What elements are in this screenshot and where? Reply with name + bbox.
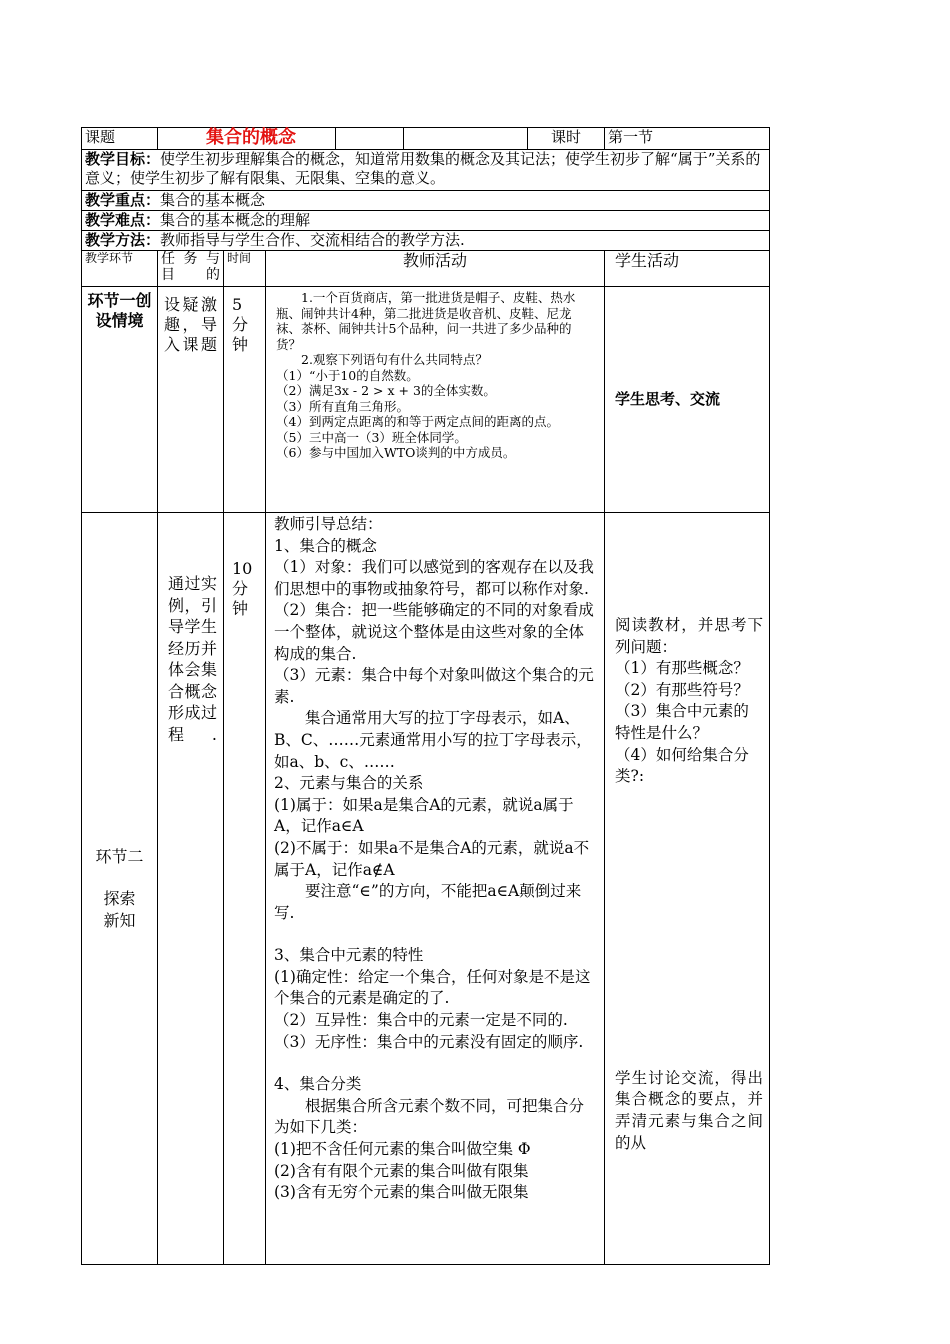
stage-2-time: 10分钟 <box>224 513 266 1265</box>
question-1: 1.一个百货商店，第一批进货是帽子、皮鞋、热水瓶、闹钟共计4种，第二批进货是收音机、皮鞋、尼龙袜、茶杯、闹钟共计5个品种，问一共进了多少品种的货？ <box>276 290 576 352</box>
goal-label: 教学目标： <box>85 150 161 168</box>
col-stage: 教学环节 <box>82 251 158 287</box>
definition-object: （1）对象：我们可以感觉到的客观存在以及我们思想中的事物或抽象符号，都可以称作对象. <box>274 558 594 598</box>
item-3: （3）所有直角三角形。 <box>276 398 409 414</box>
not-belongs-to: (2)不属于：如果a不是集合A的元素，就说a不属于A，记作a∉A <box>274 838 590 879</box>
column-header-row <box>82 251 770 287</box>
key-point-text: 集合的基本概念 <box>160 191 266 209</box>
method-row <box>82 231 770 251</box>
section-4-heading: 4、集合分类 <box>274 1075 362 1094</box>
item-1: （1）“小于10的自然数。 <box>276 367 419 383</box>
student-question-3: （3）集合中元素的特性是什么？ <box>615 702 749 742</box>
difficulty-row <box>82 211 770 231</box>
stage-2-title: 探索新知 <box>103 888 136 930</box>
lesson-plan-sheet <box>81 127 769 1265</box>
finite-set: (2)含有有限个元素的集合叫做有限集 <box>274 1161 529 1180</box>
stage-2-teacher-activity <box>266 513 605 1265</box>
key-point-row <box>82 191 770 211</box>
lesson-plan-table <box>81 127 770 1265</box>
empty-set: (1)把不含任何元素的集合叫做空集 Φ <box>274 1140 531 1159</box>
belongs-to: (1)属于：如果a是集合A的元素，就说a属于A，记作a∈A <box>274 795 574 836</box>
goal-row <box>82 150 770 191</box>
stage-2-student-activity <box>605 513 770 1265</box>
question-2: 2.观察下列语句有什么共同特点？ <box>301 352 488 367</box>
stage-1-row <box>82 287 770 513</box>
key-point-label: 教学重点： <box>85 191 161 209</box>
stage-1-name: 环节一创设情境 <box>82 287 158 513</box>
infinite-set: (3)含有无穷个元素的集合叫做无限集 <box>274 1183 529 1202</box>
student-question-1: （1）有那些概念？ <box>615 659 749 678</box>
header-row <box>82 128 770 150</box>
period-value: 第一节 <box>605 128 770 150</box>
col-time: 时间 <box>224 251 266 287</box>
student-reading-task: 阅读教材，并思考下列问题： <box>615 616 764 656</box>
student-discussion: 学生讨论交流，得出集合概念的要点，并弄清元素与集合之间的从 <box>615 1068 764 1152</box>
stage-1-task: 设疑激趣，导入课题 <box>158 287 224 513</box>
stage-1-teacher-activity <box>266 287 605 513</box>
period-label: 课时 <box>528 128 605 150</box>
method-text: 教师指导与学生合作、交流相结合的教学方法. <box>160 231 465 249</box>
difficulty-text: 集合的基本概念的理解 <box>160 211 311 229</box>
course-label: 课题 <box>82 128 158 150</box>
blank-cell <box>336 128 404 150</box>
item-5: （5）三中高一（3）班全体同学。 <box>276 429 467 445</box>
course-title: 集合的概念 <box>158 128 336 150</box>
property-unordered: （3）无序性：集合中的元素没有固定的顺序. <box>274 1032 584 1051</box>
stage-2-name <box>82 513 158 1265</box>
direction-note: 要注意“∈”的方向，不能把a∈A颠倒过来写. <box>274 882 582 922</box>
summary-heading: 教师引导总结： <box>274 515 383 533</box>
blank-cell <box>404 128 528 150</box>
property-distinctness: （2）互异性：集合中的元素一定是不同的. <box>274 1011 568 1030</box>
definition-set: （2）集合：把一些能够确定的不同的对象看成一个整体，就说这个整体是由这些对象的全体构成的集合. <box>274 601 594 663</box>
classification-intro: 根据集合所含元素个数不同，可把集合分为如下几类： <box>274 1096 585 1137</box>
section-2-heading: 2、元素与集合的关系 <box>274 774 424 793</box>
stage-2-row <box>82 513 770 1265</box>
difficulty-label: 教学难点： <box>85 211 161 229</box>
student-question-2: （2）有那些符号？ <box>615 680 749 699</box>
section-3-heading: 3、集合中元素的特性 <box>274 946 424 965</box>
stage-2-number: 环节二 <box>95 846 144 866</box>
section-1-heading: 1、集合的概念 <box>274 536 377 555</box>
item-2: （2）满足3x - 2 > x + 3的全体实数。 <box>276 383 496 398</box>
notation-note: 集合通常用大写的拉丁字母表示，如A、B、C、……元素通常用小写的拉丁字母表示，如a、b、c、…… <box>274 709 592 771</box>
col-teacher: 教师活动 <box>266 251 605 287</box>
definition-element: （3）元素：集合中每个对象叫做这个集合的元素. <box>274 666 594 706</box>
item-4: （4）到两定点距离的和等于两定点间的距离的点。 <box>276 414 559 429</box>
col-task: 任 务 与目的 <box>158 251 224 287</box>
item-6: （6）参与中国加入WTO谈判的中方成员。 <box>276 445 516 460</box>
stage-1-student-activity: 学生思考、交流 <box>605 287 770 513</box>
col-student: 学生活动 <box>605 251 770 287</box>
stage-1-time: 5分钟 <box>224 287 266 513</box>
stage-2-task: 通过实例，引导学生经历并体会集合概念形成过程. <box>158 513 224 1265</box>
method-label: 教学方法： <box>85 231 161 249</box>
property-determinacy: (1)确定性：给定一个集合，任何对象是不是这个集合的元素是确定的了. <box>274 967 591 1008</box>
goal-text: 使学生初步理解集合的概念，知道常用数集的概念及其记法；使学生初步了解“属于”关系的意义；使学生初步了解有限集、无限集、空集的意义。 <box>85 150 761 187</box>
student-question-4: （4）如何给集合分类?: <box>615 745 749 786</box>
